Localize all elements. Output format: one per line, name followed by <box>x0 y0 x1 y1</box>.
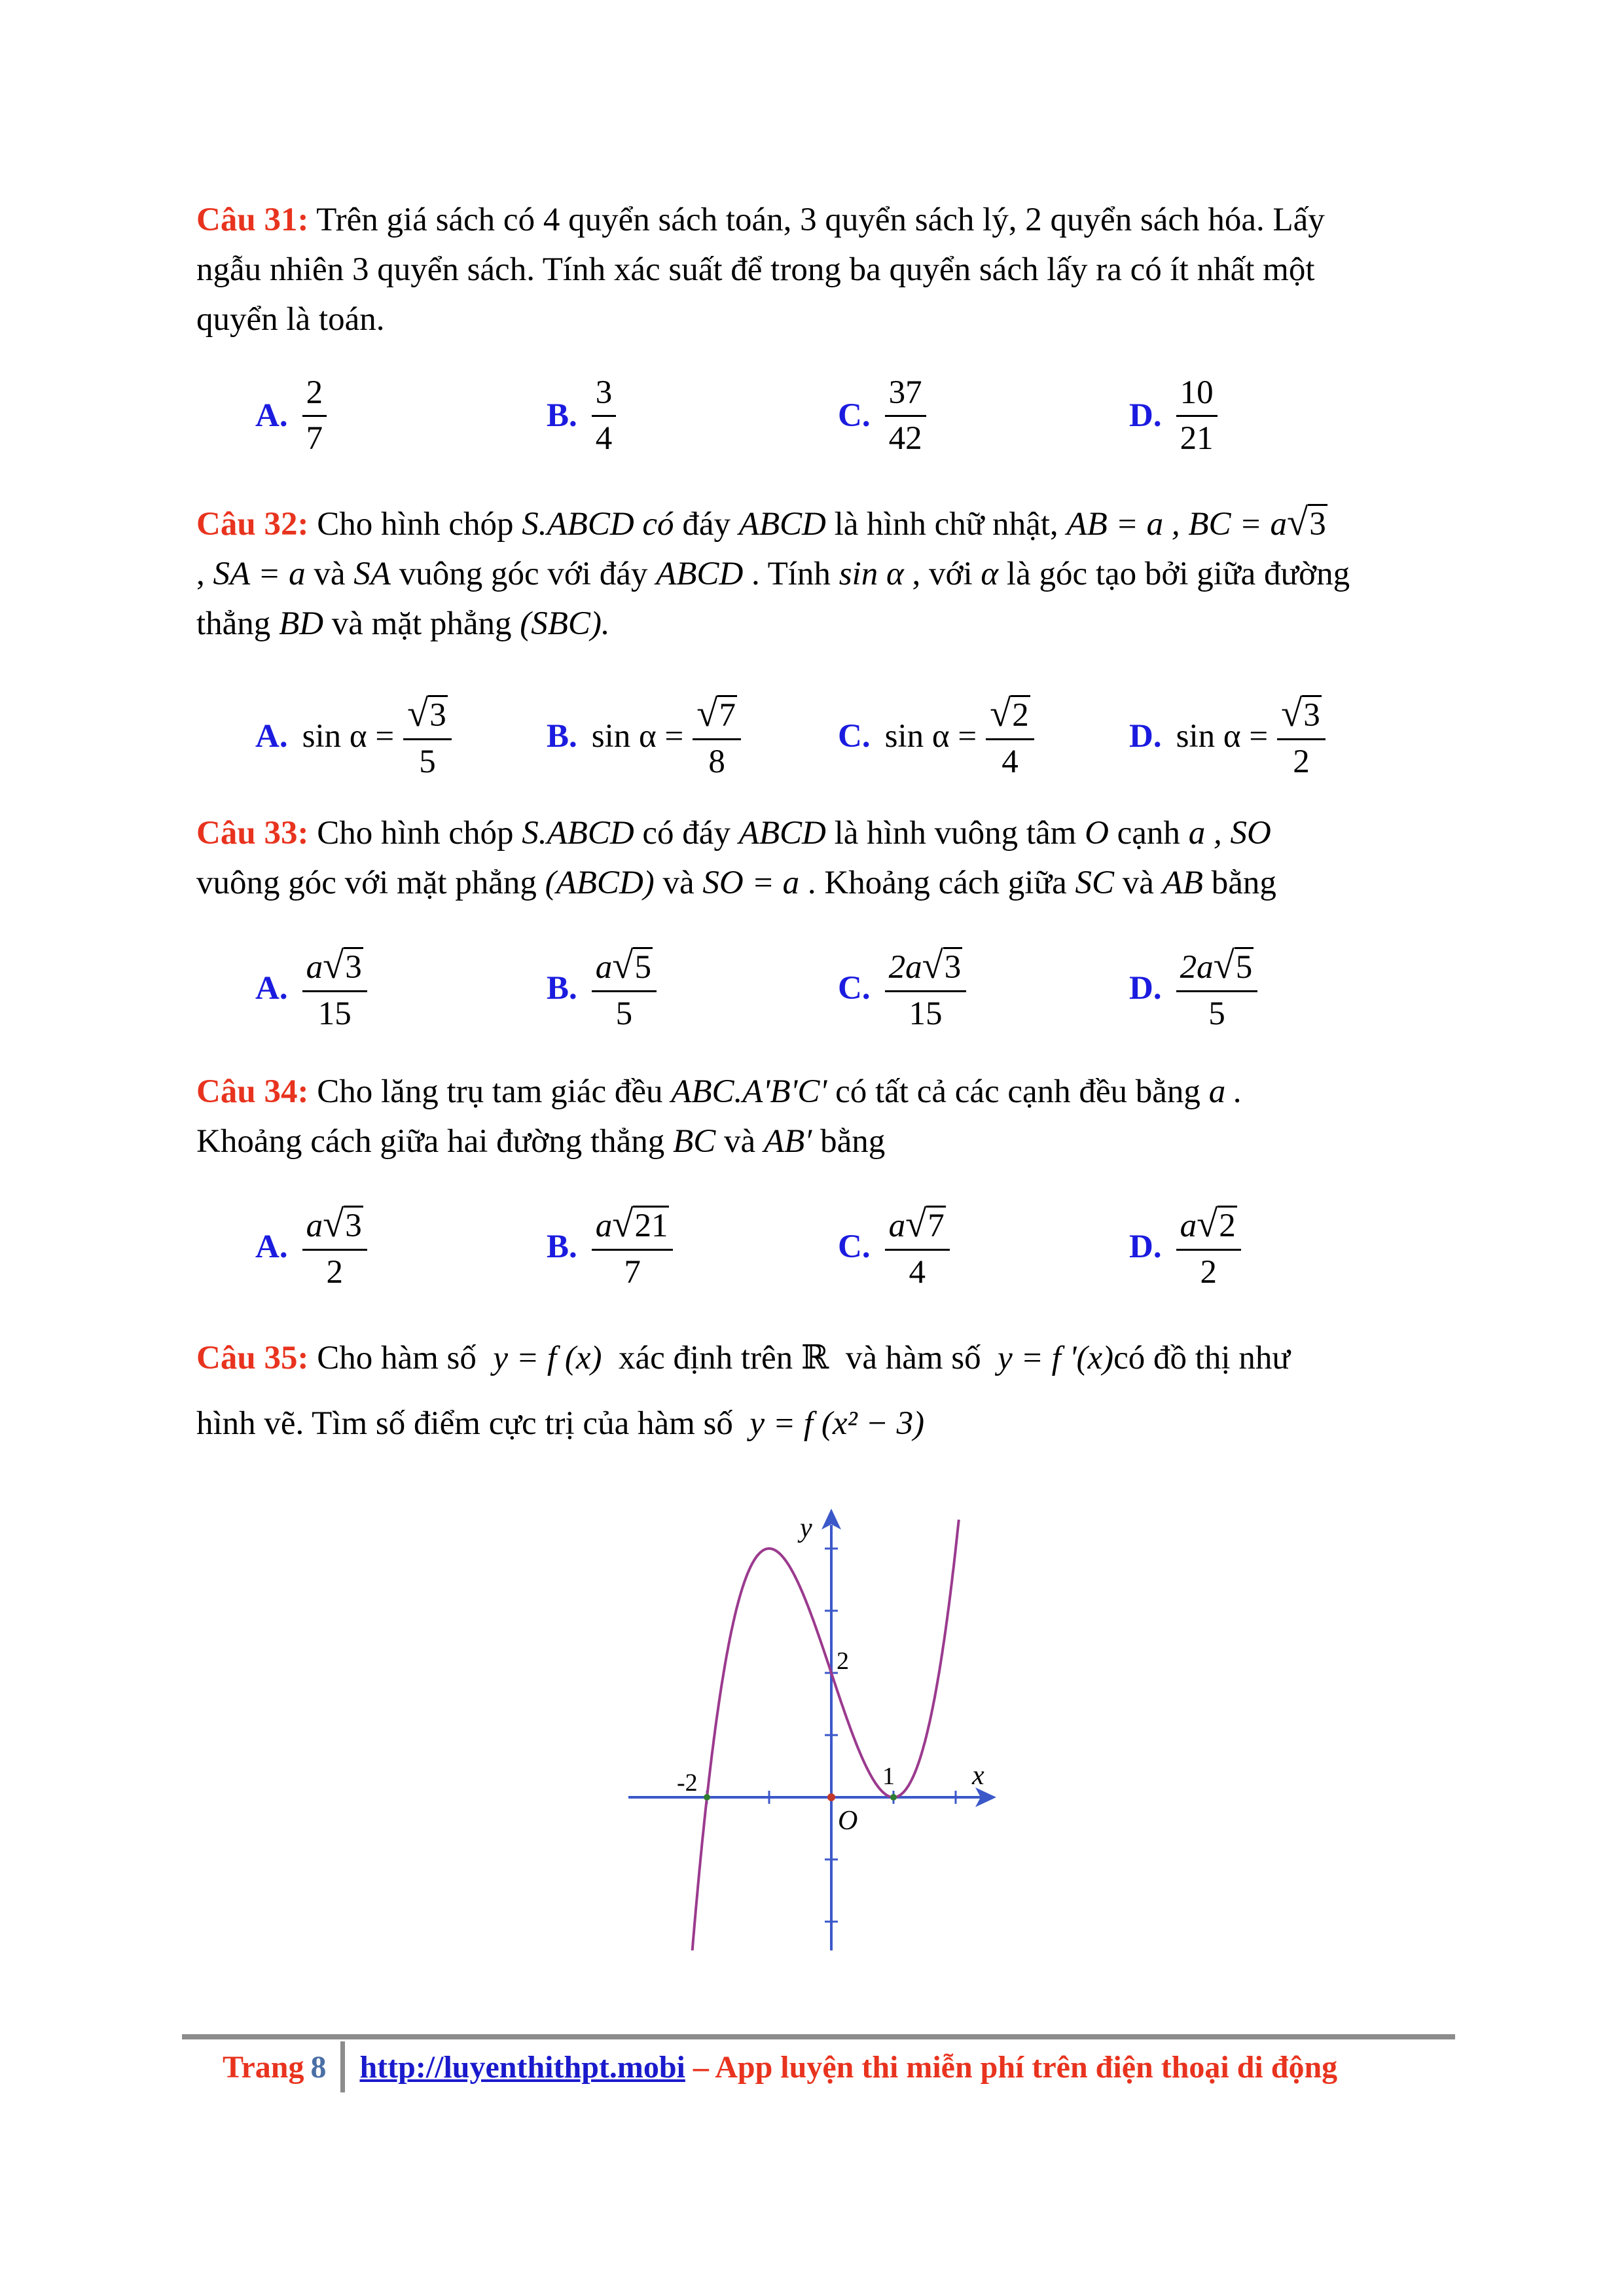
q35-label: Câu 35: <box>196 1340 309 1376</box>
tick-label-1: 1 <box>882 1763 895 1790</box>
option-label: C. <box>838 397 871 434</box>
option-prefix: sin α = <box>884 718 977 755</box>
denominator: 7 <box>624 1253 641 1291</box>
footer-tagline: – App luyện thi miễn phí trên điện thoại di động <box>693 2049 1338 2085</box>
math: SO <box>1230 815 1271 852</box>
q32-line2 <box>196 549 1440 599</box>
numerator: a√5 <box>592 943 657 992</box>
coefficient: a <box>306 1208 323 1245</box>
q33-line1 <box>196 808 1440 858</box>
fraction <box>1176 374 1218 457</box>
fraction <box>1176 1202 1241 1291</box>
radicand: 7 <box>717 695 737 734</box>
math: AB <box>1162 865 1203 901</box>
fraction <box>403 691 452 781</box>
q31-options <box>255 367 1434 465</box>
numerator: a√3 <box>302 943 367 992</box>
denominator: 5 <box>1208 995 1225 1032</box>
option-prefix: sin α = <box>1176 718 1269 755</box>
question-32 <box>196 497 1440 649</box>
option-label: D. <box>1129 1229 1162 1265</box>
option-label: B. <box>547 397 577 434</box>
q31-option-b[interactable] <box>547 367 616 465</box>
radicand: 3 <box>428 695 448 734</box>
text: đáy <box>682 506 731 543</box>
radicand: 2 <box>1011 695 1030 734</box>
option-label: A. <box>255 970 288 1007</box>
tick-label-neg2: -2 <box>677 1769 698 1797</box>
option-label: B. <box>547 970 577 1007</box>
text: vuông góc với mặt phẳng <box>196 865 537 901</box>
q34-option-a[interactable] <box>255 1198 367 1296</box>
text: , <box>196 556 205 592</box>
footer-page-number: 8 <box>310 2049 327 2085</box>
math: y = f (x) <box>493 1340 602 1376</box>
page-footer <box>223 2041 1466 2093</box>
question-35 <box>196 1325 1440 1456</box>
text: thẳng <box>196 605 271 642</box>
text: Khoảng cách giữa hai đường thẳng <box>196 1123 665 1160</box>
text: hình vẽ. Tìm số điểm cực trị của hàm số <box>196 1405 733 1442</box>
math: SC <box>1075 865 1115 901</box>
math: α <box>981 556 999 592</box>
coefficient: 2a <box>888 949 922 986</box>
x-axis-label: x <box>972 1761 984 1791</box>
q31-line1 <box>196 195 1440 245</box>
root-point-neg2 <box>704 1794 710 1801</box>
q34-option-c[interactable] <box>838 1198 950 1296</box>
text: Cho hình chóp <box>317 506 514 543</box>
math: ABC.A'B'C' <box>671 1073 827 1110</box>
q32-label: Câu 32: <box>196 506 309 543</box>
fraction <box>592 374 617 457</box>
coefficient: a <box>595 949 613 986</box>
option-label: A. <box>255 397 288 434</box>
fraction <box>302 943 367 1033</box>
numerator: 37 <box>885 374 926 417</box>
math: ABCD <box>738 506 826 543</box>
numerator: a√7 <box>885 1202 950 1250</box>
denominator: 5 <box>419 743 436 780</box>
denominator: 42 <box>888 420 922 457</box>
option-prefix: sin α = <box>591 718 684 755</box>
text: là hình chữ nhật, <box>834 506 1058 543</box>
math: BC = a <box>1188 506 1287 543</box>
option-prefix: sin α = <box>302 718 395 755</box>
radicand: 21 <box>633 1206 669 1244</box>
math: (ABCD) <box>545 865 655 901</box>
derivative-graph <box>609 1499 1015 1957</box>
question-33 <box>196 808 1440 908</box>
fraction <box>302 374 327 457</box>
coefficient: 2a <box>1180 949 1214 986</box>
text: và hàm số <box>845 1340 981 1376</box>
text: vuông góc với đáy <box>399 556 648 592</box>
q32-option-c[interactable] <box>838 687 1034 785</box>
coefficient: a <box>888 1208 906 1245</box>
q33-option-b[interactable] <box>547 939 657 1037</box>
radicand: 5 <box>1235 947 1254 986</box>
text: có tất cả các cạnh đều bằng <box>835 1073 1200 1110</box>
math: y = f (x² − 3) <box>749 1405 925 1442</box>
q31-option-d[interactable] <box>1129 367 1218 465</box>
option-label: A. <box>255 1229 288 1265</box>
question-34 <box>196 1067 1440 1166</box>
numerator: √3 <box>403 691 452 740</box>
q32-line3 <box>196 599 1440 649</box>
math: ABCD <box>656 556 744 592</box>
denominator: 8 <box>708 743 725 780</box>
math: AB = a , <box>1066 506 1180 543</box>
q34-options <box>255 1198 1434 1296</box>
option-label: C. <box>838 1229 871 1265</box>
radicand: 3 <box>344 1206 363 1244</box>
option-label: B. <box>547 718 577 755</box>
q31-line2: ngẫu nhiên 3 quyển sách. Tính xác suất để trong ba quyển sách lấy ra có ít nhất một <box>196 251 1315 288</box>
math: BC <box>673 1123 716 1160</box>
numerator: a√21 <box>592 1202 674 1250</box>
text: xác định trên <box>618 1340 793 1376</box>
fraction <box>592 1202 674 1291</box>
math: SO = a <box>702 865 800 901</box>
radicand: 3 <box>344 947 363 986</box>
numerator: 2a√5 <box>1176 943 1258 992</box>
text: và <box>314 556 346 592</box>
q34-option-b[interactable] <box>547 1198 673 1296</box>
numerator: 2 <box>302 374 327 417</box>
text: bằng <box>1211 865 1276 901</box>
fraction <box>1277 691 1326 781</box>
option-label: A. <box>255 718 288 755</box>
q32-option-d[interactable] <box>1129 687 1326 785</box>
q34-label: Câu 34: <box>196 1073 309 1110</box>
text: là góc tạo bởi giữa đường <box>1006 556 1350 592</box>
math: ℝ <box>801 1340 829 1376</box>
radicand: 5 <box>633 947 653 986</box>
math: S.ABCD <box>522 815 634 852</box>
option-label: D. <box>1129 718 1162 755</box>
coefficient: a <box>595 1208 613 1245</box>
option-label: D. <box>1129 397 1162 434</box>
denominator: 2 <box>1293 743 1310 780</box>
denominator: 15 <box>909 995 943 1032</box>
text: và <box>662 865 695 901</box>
option-label: B. <box>547 1229 577 1265</box>
math: BD <box>279 605 324 642</box>
math: a , <box>1188 815 1222 852</box>
text: và <box>1122 865 1154 901</box>
sqrt: √3 <box>1287 501 1326 543</box>
math: S.ABCD có <box>522 506 674 543</box>
footer-separator <box>340 2041 345 2092</box>
footer-link[interactable]: http://luyenthithpt.mobi <box>359 2049 685 2085</box>
fraction <box>302 1202 367 1291</box>
text: Cho lăng trụ tam giác đều <box>317 1073 663 1110</box>
denominator: 4 <box>1001 743 1019 780</box>
numerator: √3 <box>1277 691 1326 740</box>
radicand: 7 <box>926 1206 946 1244</box>
denominator: 21 <box>1180 420 1214 457</box>
text: , với <box>912 556 973 592</box>
text: bằng <box>820 1123 886 1160</box>
option-label: C. <box>838 970 871 1007</box>
q33-label: Câu 33: <box>196 815 309 852</box>
q31-label: Câu 31: <box>196 202 309 238</box>
denominator: 7 <box>306 420 323 457</box>
question-31 <box>196 195 1440 344</box>
origin-point <box>827 1793 835 1801</box>
fraction <box>885 943 967 1033</box>
root-point-1 <box>890 1794 897 1801</box>
math: a . <box>1208 1073 1242 1110</box>
math: AB′ <box>763 1123 812 1160</box>
math: SA = a <box>213 556 306 592</box>
q31-option-c[interactable] <box>838 367 926 465</box>
q35-line1 <box>196 1325 1440 1391</box>
fraction <box>885 1202 950 1291</box>
q32-options <box>255 687 1434 785</box>
q33-option-d[interactable] <box>1129 939 1257 1037</box>
text: và <box>723 1123 756 1160</box>
option-label: D. <box>1129 970 1162 1007</box>
math: O <box>1085 815 1109 852</box>
text: là hình vuông tâm <box>834 815 1077 852</box>
numerator: 3 <box>592 374 617 417</box>
footer-divider <box>182 2034 1455 2039</box>
tick-label-2: 2 <box>837 1647 849 1675</box>
q34-line2 <box>196 1117 1440 1166</box>
text: có đáy <box>642 815 731 852</box>
q35-line2 <box>196 1391 1440 1456</box>
math: ABCD <box>738 815 826 852</box>
radicand: 2 <box>1218 1206 1237 1244</box>
q33-option-a[interactable] <box>255 939 367 1037</box>
radicand: 3 <box>943 947 963 986</box>
fraction <box>592 943 657 1033</box>
text: Cho hình chóp <box>317 815 514 852</box>
numerator: √7 <box>693 691 741 740</box>
denominator: 4 <box>595 420 613 457</box>
q34-option-d[interactable] <box>1129 1198 1241 1296</box>
math: sin α <box>839 556 904 592</box>
q31-line3: quyển là toán. <box>196 301 385 338</box>
math: y = f '(x) <box>998 1340 1114 1376</box>
radicand: 3 <box>1308 504 1327 543</box>
math: (SBC). <box>520 605 610 642</box>
q31-text: Trên giá sách có 4 quyển sách toán, 3 quyển sách lý, 2 quyển sách hóa. Lấy <box>316 202 1325 238</box>
q33-options <box>255 939 1434 1037</box>
text: . Tính <box>751 556 831 592</box>
math: SA <box>353 556 391 592</box>
denominator: 2 <box>1200 1253 1217 1291</box>
text: cạnh <box>1117 815 1180 852</box>
text: và mặt phẳng <box>331 605 512 642</box>
fraction <box>693 691 741 781</box>
footer-page-word: Trang <box>223 2049 304 2085</box>
numerator: a√3 <box>302 1202 367 1250</box>
text: Cho hàm số <box>317 1340 477 1376</box>
radicand: 3 <box>1302 695 1322 734</box>
q31-option-a[interactable] <box>255 367 327 465</box>
text: có đồ thị như <box>1113 1340 1290 1376</box>
q32-line1 <box>196 497 1440 549</box>
option-label: C. <box>838 718 871 755</box>
fraction <box>986 691 1034 781</box>
coefficient: a <box>306 949 323 986</box>
text: . Khoảng cách giữa <box>807 865 1067 901</box>
numerator: √2 <box>986 691 1034 740</box>
denominator: 15 <box>317 995 352 1032</box>
fraction <box>885 374 926 457</box>
numerator: a√2 <box>1176 1202 1241 1250</box>
y-axis-label: y <box>800 1513 812 1543</box>
q33-option-c[interactable] <box>838 939 966 1037</box>
q32-option-a[interactable] <box>255 687 452 785</box>
q32-option-b[interactable] <box>547 687 741 785</box>
numerator: 2a√3 <box>885 943 967 992</box>
coefficient: a <box>1180 1208 1197 1245</box>
origin-label: O <box>838 1806 858 1836</box>
denominator: 4 <box>909 1253 926 1291</box>
numerator: 10 <box>1176 374 1218 417</box>
q34-line1 <box>196 1067 1440 1117</box>
derivative-curve <box>682 1520 959 1957</box>
q33-line2 <box>196 858 1440 908</box>
denominator: 2 <box>326 1253 343 1291</box>
denominator: 5 <box>615 995 633 1032</box>
fraction <box>1176 943 1258 1033</box>
